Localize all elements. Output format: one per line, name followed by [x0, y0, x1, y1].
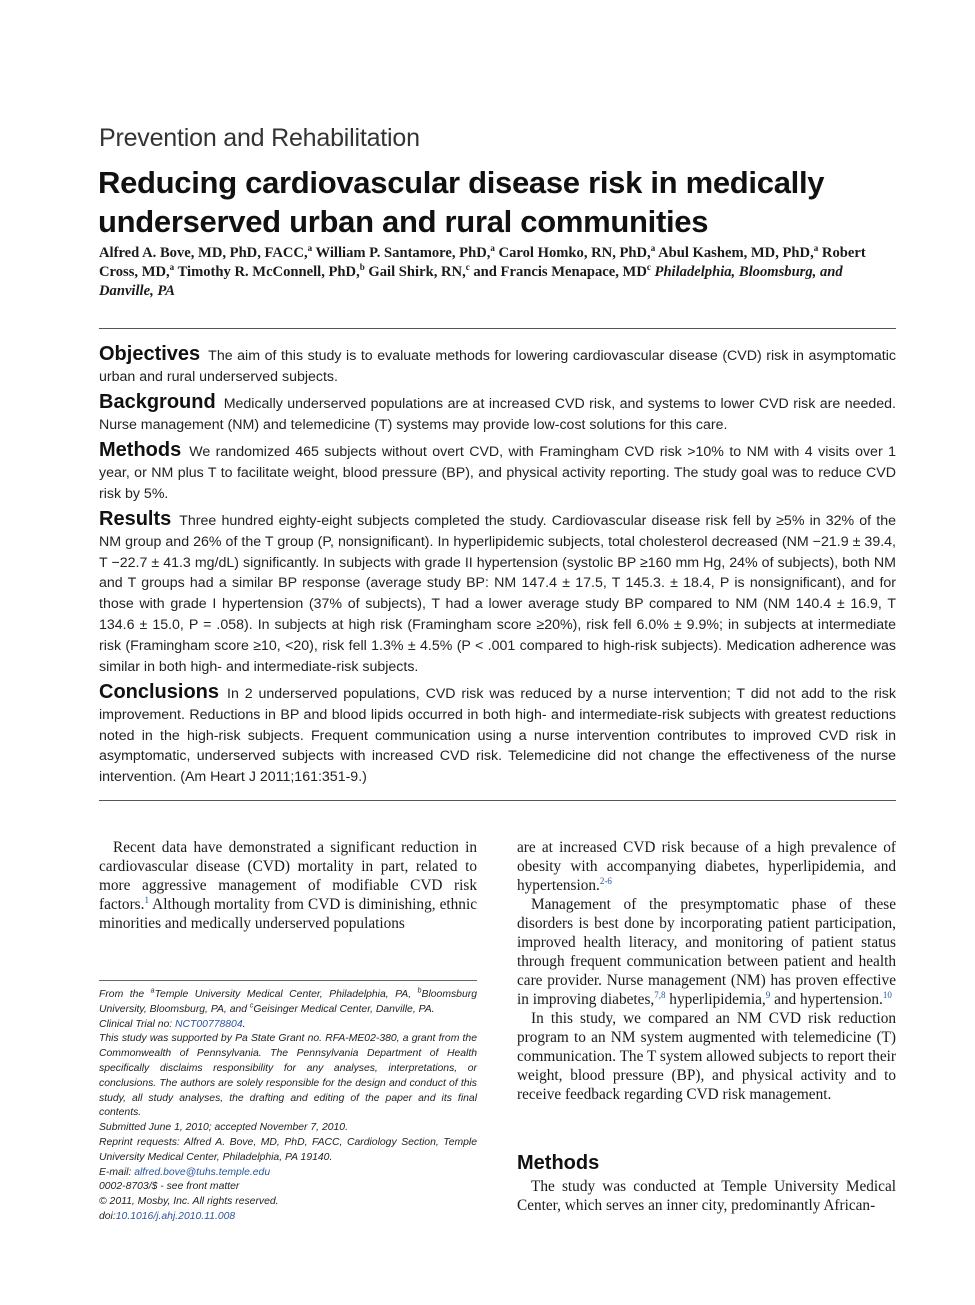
- author: William P. Santamore, PhD,: [315, 245, 491, 261]
- citation-ref[interactable]: 1: [144, 894, 149, 905]
- abstract-text: The aim of this study is to evaluate methods for lowering cardiovascular disease (CVD) risk in asymptomatic urban and rural underserved subjects.: [99, 348, 896, 385]
- email-link[interactable]: alfred.bove@tuhs.temple.edu: [134, 1166, 271, 1178]
- citation-ref[interactable]: 2-6: [599, 875, 612, 886]
- citation-ref[interactable]: 10: [882, 989, 892, 1000]
- author: Timothy R. McConnell, PhD,: [177, 264, 360, 280]
- abstract-objectives: [99, 344, 896, 388]
- abstract-text: Three hundred eighty-eight subjects completed the study. Cardiovascular disease risk fell by ≥5% in 32% of the NM group and 26% of the T group (P, nonsignificant). In hyperlipidemic subjects, total cholesterol decreased (NM −21.9 ± 39.4, T −22.7 ± 41.3 mg/dL) significantly. In subjects with grade II hypertension (systolic BP ≥160 mm Hg, 24% of subjects), both NM and T groups had a similar BP response (average study BP: NM 147.4 ± 17.5, T 145.3. ± 18.4, P is nonsignificant), and for those with grade I hypertension (37% of subjects), T had a lower average study BP compared to NM (NM 140.4 ± 16.9, T 134.6 ± 15.0, P = .058). In subjects at high risk (Framingham score ≥20%), risk fell 6.0% ± 9.9%; in subjects at intermediate risk (Framingham score ≥10, <20), risk fell 1.3% ± 4.5% (P < .001 compared to high-risk subjects). Medication adherence was similar in both high- and intermediate-risk subjects.: [99, 513, 896, 675]
- footnote-support: This study was supported by Pa State Grant no. RFA-ME02-380, a grant from the Commonwealth of Pennsylvania. The Pennsylvania Department of Health specifically disclaims responsibility for any analyses, interpretations, or conclusions. The authors are solely responsible for the design and conduct of this study, all study analyses, the drafting and editing of the paper and its final contents.: [99, 1033, 477, 1119]
- abstract-heading: Results: [99, 508, 172, 531]
- abstract-text: In 2 underserved populations, CVD risk was reduced by a nurse intervention; T did not add to the risk improvement. Reductions in BP and blood lipids occurred in both high- and intermediate-risk subjects with greatest reductions noted in the high-risk subjects. Frequent communication using a nurse intervention contributes to improved CVD risk in asymptomatic, underserved subjects with increased CVD risk. Telemedicine did not change the effectiveness of the nurse intervention. (Am Heart J 2011;161:351-9.): [99, 685, 896, 786]
- affiliation-mark: c: [646, 262, 651, 273]
- affiliation-mark: a: [490, 243, 495, 254]
- footnotes: [99, 988, 477, 1225]
- abstract-background: [99, 392, 896, 436]
- abstract-results: [99, 509, 896, 677]
- citation-ref[interactable]: 9: [765, 989, 771, 1000]
- right-column: [517, 838, 896, 1104]
- abstract-methods: [99, 440, 896, 504]
- abstract-heading: Methods: [99, 439, 182, 462]
- footnote-issn: 0002-8703/$ - see front matter: [99, 1181, 240, 1193]
- body-paragraph: The study was conducted at Temple University Medical Center, which serves an inner city, predominantly African-: [517, 1178, 896, 1214]
- affiliation-mark: a: [813, 243, 819, 254]
- affiliation-mark: c: [465, 262, 470, 273]
- footnote-copyright: © 2011, Mosby, Inc. All rights reserved.: [99, 1196, 279, 1208]
- author: Alfred A. Bove, MD, PhD, FACC,: [99, 245, 308, 261]
- author: Robert Cross, MD,: [99, 245, 866, 280]
- abstract-bottom-rule: [99, 800, 896, 801]
- section-label: Prevention and Rehabilitation: [99, 124, 420, 152]
- footnote-email: E-mail: alfred.bove@tuhs.temple.edu: [99, 1166, 271, 1178]
- body-paragraph: are at increased CVD risk because of a high prevalence of obesity with accompanying diabetes, hyperlipidemia, and hypertension.$^{2-6}$: [517, 839, 896, 894]
- affiliation-mark: a: [307, 243, 313, 254]
- methods-heading: Methods: [517, 1152, 600, 1174]
- footnote-rule: [99, 980, 477, 981]
- abstract-conclusions: [99, 682, 896, 788]
- footnote-reprint: Reprint requests: Alfred A. Bove, MD, PhD, FACC, Cardiology Section, Temple University Medical Center, Philadelphia, PA 19140.: [99, 1136, 477, 1163]
- abstract-heading: Conclusions: [99, 680, 220, 703]
- affiliation-mark: a: [169, 262, 175, 273]
- methods-column: [517, 1177, 896, 1215]
- author: Abul Kashem, MD, PhD,: [658, 245, 814, 261]
- abstract-heading: Background: [99, 391, 216, 414]
- abstract-text: Medically underserved populations are at increased CVD risk, and systems to lower CVD risk are needed. Nurse management (NM) and telemedicine (T) systems may provide low-cost solutions for this care.: [99, 396, 896, 433]
- abstract: [99, 344, 896, 792]
- abstract-heading: Objectives: [99, 343, 201, 365]
- author: Gail Shirk, RN,: [368, 264, 466, 280]
- abstract-top-rule: [99, 328, 896, 329]
- author: Carol Homko, RN, PhD,: [498, 245, 651, 261]
- abstract-text: We randomized 465 subjects without overt CVD, with Framingham CVD risk >10% to NM with 4 visits over 1 year, or NM plus T to facilitate weight, blood pressure (BP), and physical activity reporting. The study goal was to reduce CVD risk by 5%.: [99, 444, 896, 502]
- footnote-doi: doi:10.1016/j.ahj.2010.11.008: [99, 1210, 236, 1222]
- affiliation-mark: b: [359, 262, 365, 273]
- footnote-submitted: Submitted June 1, 2010; accepted November 7, 2010.: [99, 1122, 348, 1134]
- body-paragraph: In this study, we compared an NM CVD risk reduction program to an NM system augmented with telemedicine (T) communication. The T system allowed subjects to report their weight, blood pressure (BP), and physical activity and to receive feedback regarding CVD risk management.: [517, 1010, 896, 1103]
- body-paragraph: Recent data have demonstrated a significant reduction in cardiovascular disease (CVD) mortality in part, related to more aggressive management of modifiable CVD risk factors.$^1$ Although mortality from CVD is diminishing, ethnic minorities and medically underserved populations: [99, 839, 477, 932]
- trial-link[interactable]: NCT00778804: [175, 1018, 243, 1030]
- affiliation-mark: a: [650, 243, 656, 254]
- author-list: [99, 244, 899, 301]
- citation-ref[interactable]: 7,8: [654, 989, 666, 1000]
- footnote-trial: Clinical Trial no: NCT00778804.: [99, 1018, 246, 1030]
- author: and Francis Menapace, MD: [473, 264, 647, 280]
- doi-link[interactable]: 10.1016/j.ahj.2010.11.008: [115, 1210, 236, 1222]
- footnote-affiliations: From the $^a$Temple University Medical Center, Philadelphia, PA, $^b$Bloomsburg University, Bloomsburg, PA, and $^c$Geisinger Medical Center, Danville, PA.: [99, 987, 477, 1015]
- body-paragraph: Management of the presymptomatic phase of these disorders is best done by incorporating patient participation, improved health literacy, and monitoring of patient status through frequent communication between patient and health care provider. Nurse management (NM) has proven effective in improving diabetes,$^{7,8}$ hyperlipidemia,$^9$ and hypertension.$^{10}$: [517, 896, 896, 1008]
- author-locations: Philadelphia, Bloomsburg, and Danville, PA: [99, 264, 843, 299]
- article-title: Reducing cardiovascular disease risk in medically underserved urban and rural communities: [98, 165, 825, 239]
- left-column: [99, 838, 477, 933]
